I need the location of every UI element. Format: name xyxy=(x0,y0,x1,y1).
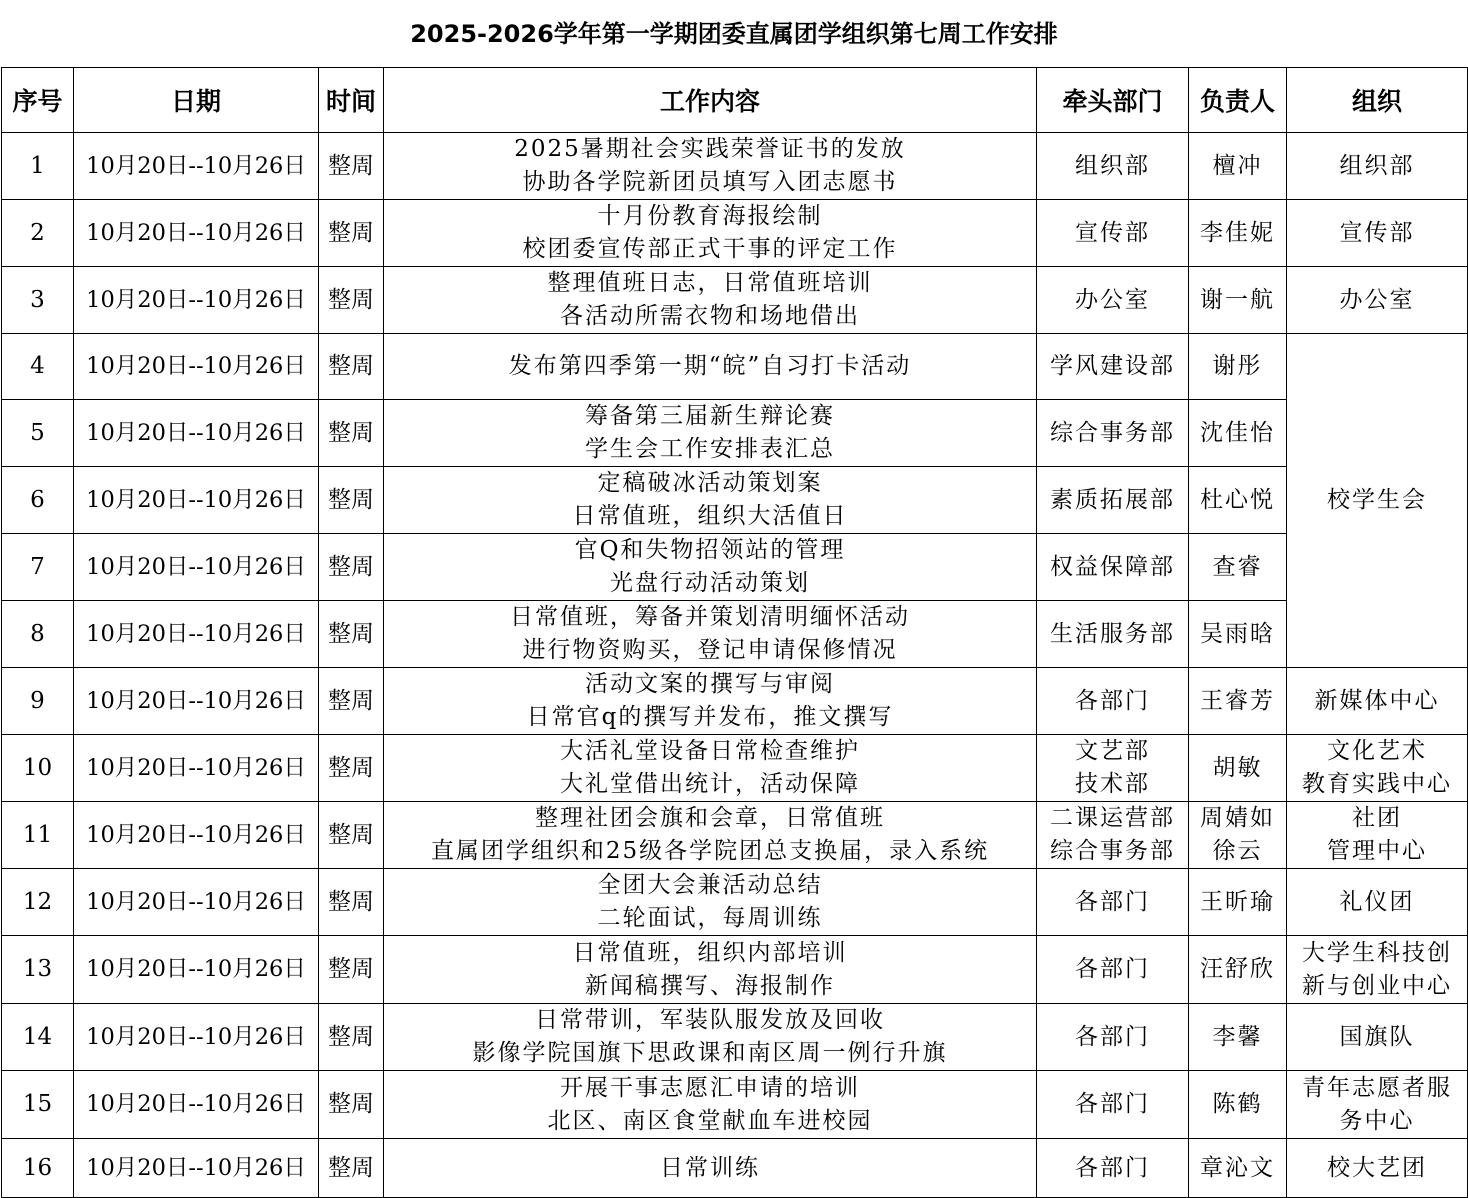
content-cell xyxy=(384,936,1037,1004)
content-cell-line: 定稿破冰活动策划案 xyxy=(597,470,823,496)
content-cell xyxy=(384,133,1037,200)
content-cell xyxy=(384,1004,1037,1071)
seq-cell: 11 xyxy=(2,802,74,869)
org-cell xyxy=(1287,334,1468,668)
dept-cell xyxy=(1037,400,1189,467)
person-cell-line: 汪舒欣 xyxy=(1200,956,1275,982)
date-cell: 10月20日--10月26日 xyxy=(74,1139,319,1198)
table-row xyxy=(2,735,1468,802)
content-cell xyxy=(384,200,1037,267)
header-row xyxy=(2,68,1468,133)
org-cell xyxy=(1287,1071,1468,1139)
schedule-table xyxy=(1,67,1468,1198)
table-body xyxy=(2,133,1468,1198)
person-cell-line: 查睿 xyxy=(1212,553,1263,580)
header-content: 工作内容 xyxy=(384,68,1037,133)
person-cell-line: 李馨 xyxy=(1212,1023,1263,1050)
header-seq: 序号 xyxy=(2,68,74,133)
dept-cell-line: 宣传部 xyxy=(1075,219,1150,246)
dept-cell xyxy=(1037,936,1189,1004)
content-cell xyxy=(384,467,1037,534)
org-cell xyxy=(1287,802,1468,869)
table-row xyxy=(2,133,1468,200)
content-cell xyxy=(384,601,1037,668)
seq-cell: 5 xyxy=(2,400,74,467)
content-cell-line: 发布第四季第一期“皖”自习打卡活动 xyxy=(508,353,912,379)
date-cell: 10月20日--10月26日 xyxy=(74,267,319,334)
dept-cell-line: 各部门 xyxy=(1075,956,1150,982)
seq-cell: 9 xyxy=(2,668,74,735)
dept-cell-line: 权益保障部 xyxy=(1050,553,1175,580)
dept-cell xyxy=(1037,467,1189,534)
content-cell-line: 日常值班，筹备并策划清明缅怀活动 xyxy=(510,604,910,630)
date-cell: 10月20日--10月26日 xyxy=(74,400,319,467)
content-cell-line: 二轮面试，每周训练 xyxy=(597,905,823,931)
content-cell-line: 十月份教育海报绘制 xyxy=(597,203,823,229)
dept-cell xyxy=(1037,1004,1189,1071)
content-cell xyxy=(384,735,1037,802)
org-cell-line: 新媒体中心 xyxy=(1314,687,1440,714)
dept-cell-line: 素质拓展部 xyxy=(1050,486,1175,513)
person-cell-line: 徐云 xyxy=(1212,838,1263,864)
person-cell xyxy=(1189,802,1287,869)
content-cell xyxy=(384,334,1037,400)
dept-cell xyxy=(1037,735,1189,802)
time-cell: 整周 xyxy=(319,601,384,668)
person-cell xyxy=(1189,601,1287,668)
org-cell xyxy=(1287,668,1468,735)
page-title: 2025-2026学年第一学期团委直属团学组织第七周工作安排 xyxy=(410,20,1058,48)
table-row xyxy=(2,400,1468,467)
seq-cell: 12 xyxy=(2,869,74,936)
person-cell xyxy=(1189,735,1287,802)
header-dept: 牵头部门 xyxy=(1037,68,1189,133)
person-cell-line: 陈鹤 xyxy=(1212,1091,1263,1117)
org-cell-line: 管理中心 xyxy=(1327,838,1427,864)
time-cell: 整周 xyxy=(319,267,384,334)
dept-cell xyxy=(1037,534,1189,601)
content-cell-line: 直属团学组织和25级各学院团总支换届，录入系统 xyxy=(430,838,990,864)
header-org: 组织 xyxy=(1287,68,1468,133)
dept-cell xyxy=(1037,601,1189,668)
seq-cell: 6 xyxy=(2,467,74,534)
dept-cell xyxy=(1037,334,1189,400)
dept-cell-line: 办公室 xyxy=(1075,286,1150,313)
time-cell: 整周 xyxy=(319,936,384,1004)
time-cell: 整周 xyxy=(319,200,384,267)
table-row xyxy=(2,1004,1468,1071)
dept-cell xyxy=(1037,267,1189,334)
dept-cell-line: 各部门 xyxy=(1075,1023,1150,1050)
content-cell xyxy=(384,668,1037,735)
content-cell-line: 日常官q的撰写并发布，推文撰写 xyxy=(526,704,894,730)
seq-cell: 7 xyxy=(2,534,74,601)
dept-cell xyxy=(1037,1071,1189,1139)
org-cell xyxy=(1287,200,1468,267)
org-cell-line: 礼仪团 xyxy=(1339,888,1415,915)
content-cell-line: 日常带训，军装队服发放及回收 xyxy=(535,1007,885,1033)
time-cell: 整周 xyxy=(319,133,384,200)
content-cell-line: 学生会工作安排表汇总 xyxy=(585,436,835,462)
date-cell: 10月20日--10月26日 xyxy=(74,467,319,534)
content-cell-line: 官Q和失物招领站的管理 xyxy=(574,537,846,563)
person-cell xyxy=(1189,334,1287,400)
time-cell: 整周 xyxy=(319,735,384,802)
org-cell-line: 组织部 xyxy=(1339,152,1415,179)
dept-cell-line: 学风建设部 xyxy=(1050,353,1175,379)
dept-cell-line: 各部门 xyxy=(1075,687,1150,714)
time-cell: 整周 xyxy=(319,802,384,869)
header-person: 负责人 xyxy=(1189,68,1287,133)
content-cell-line: 整理值班日志，日常值班培训 xyxy=(547,270,873,296)
org-cell xyxy=(1287,267,1468,334)
content-cell-line: 各活动所需衣物和场地借出 xyxy=(560,303,860,329)
date-cell: 10月20日--10月26日 xyxy=(74,1004,319,1071)
date-cell: 10月20日--10月26日 xyxy=(74,534,319,601)
org-cell xyxy=(1287,1004,1468,1071)
table-row xyxy=(2,1139,1468,1198)
time-cell: 整周 xyxy=(319,534,384,601)
seq-cell: 2 xyxy=(2,200,74,267)
content-cell-line: 日常训练 xyxy=(660,1154,760,1181)
person-cell xyxy=(1189,200,1287,267)
person-cell xyxy=(1189,869,1287,936)
content-cell-line: 影像学院国旗下思政课和南区周一例行升旗 xyxy=(472,1040,948,1066)
dept-cell xyxy=(1037,133,1189,200)
table-row xyxy=(2,802,1468,869)
person-cell xyxy=(1189,936,1287,1004)
dept-cell xyxy=(1037,1139,1189,1198)
seq-cell: 13 xyxy=(2,936,74,1004)
dept-cell-line: 生活服务部 xyxy=(1050,620,1175,647)
org-cell-line: 办公室 xyxy=(1339,286,1415,313)
date-cell: 10月20日--10月26日 xyxy=(74,200,319,267)
person-cell-line: 李佳妮 xyxy=(1200,219,1275,246)
content-cell-line: 日常值班，组织大活值日 xyxy=(572,503,848,529)
org-cell-line: 国旗队 xyxy=(1339,1023,1415,1050)
content-cell-line: 筹备第三届新生辩论赛 xyxy=(585,403,835,429)
org-cell-line: 青年志愿者服 xyxy=(1302,1074,1452,1101)
org-cell-line: 教育实践中心 xyxy=(1302,771,1452,797)
org-cell-line: 大学生科技创 xyxy=(1302,939,1452,966)
org-cell-line: 校学生会 xyxy=(1327,487,1427,513)
content-cell-line: 2025暑期社会实践荣誉证书的发放 xyxy=(514,136,906,162)
time-cell: 整周 xyxy=(319,467,384,534)
content-cell xyxy=(384,869,1037,936)
dept-cell xyxy=(1037,668,1189,735)
person-cell xyxy=(1189,1071,1287,1139)
content-cell xyxy=(384,534,1037,601)
date-cell: 10月20日--10月26日 xyxy=(74,334,319,400)
dept-cell-line: 综合事务部 xyxy=(1050,419,1175,446)
content-cell-line: 新闻稿撰写、海报制作 xyxy=(585,972,835,999)
person-cell xyxy=(1189,1004,1287,1071)
date-cell: 10月20日--10月26日 xyxy=(74,869,319,936)
time-cell: 整周 xyxy=(319,1071,384,1139)
date-cell: 10月20日--10月26日 xyxy=(74,133,319,200)
dept-cell-line: 各部门 xyxy=(1075,888,1150,915)
person-cell-line: 胡敏 xyxy=(1212,754,1263,781)
person-cell xyxy=(1189,1139,1287,1198)
content-cell-line: 活动文案的撰写与审阅 xyxy=(585,671,835,697)
seq-cell: 10 xyxy=(2,735,74,802)
org-cell-line: 新与创业中心 xyxy=(1302,972,1452,999)
date-cell: 10月20日--10月26日 xyxy=(74,1071,319,1139)
content-cell-line: 大礼堂借出统计，活动保障 xyxy=(560,771,860,797)
person-cell-line: 檀冲 xyxy=(1212,152,1263,179)
org-cell-line: 宣传部 xyxy=(1339,219,1415,246)
time-cell: 整周 xyxy=(319,1139,384,1198)
org-cell xyxy=(1287,133,1468,200)
person-cell-line: 王昕瑜 xyxy=(1200,888,1275,915)
dept-cell-line: 二课运营部 xyxy=(1050,805,1175,831)
dept-cell xyxy=(1037,200,1189,267)
org-cell-line: 校大艺团 xyxy=(1327,1154,1427,1181)
org-cell xyxy=(1287,869,1468,936)
content-cell-line: 全团大会兼活动总结 xyxy=(597,872,823,898)
person-cell xyxy=(1189,267,1287,334)
person-cell-line: 杜心悦 xyxy=(1200,486,1275,513)
org-cell xyxy=(1287,936,1468,1004)
org-cell-line: 文化艺术 xyxy=(1327,738,1427,764)
time-cell: 整周 xyxy=(319,668,384,735)
content-cell xyxy=(384,400,1037,467)
person-cell-line: 谢彤 xyxy=(1212,353,1263,379)
dept-cell-line: 组织部 xyxy=(1075,152,1150,179)
time-cell: 整周 xyxy=(319,334,384,400)
person-cell-line: 周婧如 xyxy=(1200,805,1275,831)
person-cell xyxy=(1189,668,1287,735)
date-cell: 10月20日--10月26日 xyxy=(74,735,319,802)
date-cell: 10月20日--10月26日 xyxy=(74,936,319,1004)
content-cell xyxy=(384,802,1037,869)
person-cell xyxy=(1189,400,1287,467)
seq-cell: 3 xyxy=(2,267,74,334)
table-row xyxy=(2,467,1468,534)
person-cell-line: 谢一航 xyxy=(1200,286,1275,313)
table-row xyxy=(2,1071,1468,1139)
time-cell: 整周 xyxy=(319,1004,384,1071)
time-cell: 整周 xyxy=(319,869,384,936)
dept-cell-line: 各部门 xyxy=(1075,1091,1150,1117)
date-cell: 10月20日--10月26日 xyxy=(74,601,319,668)
person-cell xyxy=(1189,467,1287,534)
dept-cell xyxy=(1037,869,1189,936)
content-cell-line: 日常值班，组织内部培训 xyxy=(572,939,848,966)
table-row xyxy=(2,936,1468,1004)
content-cell xyxy=(384,267,1037,334)
dept-cell xyxy=(1037,802,1189,869)
content-cell xyxy=(384,1139,1037,1198)
person-cell-line: 王睿芳 xyxy=(1200,687,1275,714)
content-cell-line: 北区、南区食堂献血车进校园 xyxy=(547,1107,873,1134)
table-row xyxy=(2,334,1468,400)
seq-cell: 8 xyxy=(2,601,74,668)
content-cell-line: 光盘行动活动策划 xyxy=(610,570,810,596)
seq-cell: 1 xyxy=(2,133,74,200)
date-cell: 10月20日--10月26日 xyxy=(74,668,319,735)
org-cell-line: 务中心 xyxy=(1339,1107,1415,1134)
seq-cell: 16 xyxy=(2,1139,74,1198)
person-cell-line: 吴雨晗 xyxy=(1200,620,1275,647)
dept-cell-line: 综合事务部 xyxy=(1050,838,1175,864)
seq-cell: 4 xyxy=(2,334,74,400)
person-cell-line: 章沁文 xyxy=(1200,1154,1275,1181)
seq-cell: 15 xyxy=(2,1071,74,1139)
table-row xyxy=(2,869,1468,936)
person-cell xyxy=(1189,133,1287,200)
org-cell xyxy=(1287,735,1468,802)
content-cell-line: 进行物资购买，登记申请保修情况 xyxy=(522,637,898,663)
content-cell-line: 开展干事志愿汇申请的培训 xyxy=(560,1074,860,1101)
person-cell-line: 沈佳怡 xyxy=(1200,419,1275,446)
content-cell-line: 协助各学院新团员填写入团志愿书 xyxy=(522,169,898,195)
header-time: 时间 xyxy=(319,68,384,133)
content-cell xyxy=(384,1071,1037,1139)
table-row xyxy=(2,668,1468,735)
org-cell xyxy=(1287,1139,1468,1198)
seq-cell: 14 xyxy=(2,1004,74,1071)
dept-cell-line: 技术部 xyxy=(1075,771,1150,797)
table-row xyxy=(2,267,1468,334)
table-row xyxy=(2,534,1468,601)
content-cell-line: 大活礼堂设备日常检查维护 xyxy=(560,738,860,764)
dept-cell-line: 各部门 xyxy=(1075,1154,1150,1181)
dept-cell-line: 文艺部 xyxy=(1075,738,1150,764)
org-cell-line: 社团 xyxy=(1352,805,1402,831)
date-cell: 10月20日--10月26日 xyxy=(74,802,319,869)
table-row xyxy=(2,200,1468,267)
time-cell: 整周 xyxy=(319,400,384,467)
content-cell-line: 校团委宣传部正式干事的评定工作 xyxy=(522,236,898,262)
table-row xyxy=(2,601,1468,668)
person-cell xyxy=(1189,534,1287,601)
header-date: 日期 xyxy=(74,68,319,133)
content-cell-line: 整理社团会旗和会章，日常值班 xyxy=(535,805,885,831)
